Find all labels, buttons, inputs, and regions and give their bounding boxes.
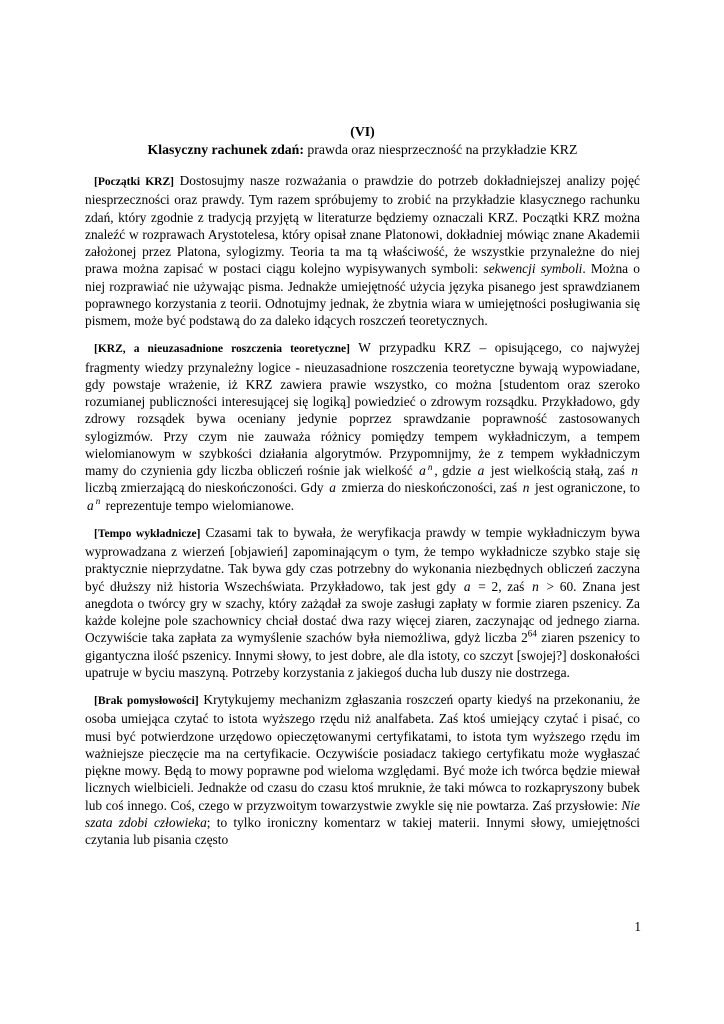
text-run: n xyxy=(522,480,530,496)
text-run: ; to tylko ironiczny komentarz w takiej materii. Innymi słowy, umiejętności czytania lub pisania często xyxy=(85,814,640,847)
text-run: W przypadku KRZ – opisującego, co najwyżej fragmenty wiedzy przynależny logice - nieuzasadnione roszczenia teoretyczne bywają wypowiadane, gdy powstaje wrażenie, iż KRZ zawiera prawie wszystko, co można [studentom oraz szeroko rozumianej publiczności interesującej się logiką] powiedzieć o zdrowym rozsądku. Przykładowo, gdy zdrowy rozsądek bywa oceniany jedynie poprzez sprawdzanie poprawność zastosowanych sylogizmów. Przy czym nie zauważa różnicy pomiędzy tempem wykładniczym, a tempem wielomianowym w szybkości działania algorytmów. Przypomnijmy, że z tempem wykładniczym mamy do czynienia gdy liczba obliczeń rośnie jak wielkość xyxy=(85,340,641,478)
text-run: a xyxy=(463,578,471,594)
paragraph-tag: [Brak pomysłowości] xyxy=(94,695,199,707)
text-run: reprezentuje tempo wielomianowe. xyxy=(102,497,295,513)
paragraph-tag: [Tempo wykładnicze] xyxy=(94,527,201,540)
paragraph-brak-pomyslowosci xyxy=(85,691,640,848)
paragraph-poczatki-krz xyxy=(85,172,640,329)
text-run: , gdzie xyxy=(434,463,476,478)
text-run: n xyxy=(427,461,433,472)
text-run: a xyxy=(477,463,485,478)
text-run: n xyxy=(631,463,638,478)
text-run: jest ograniczone, to xyxy=(531,480,640,496)
paragraph-krz-nieuzasadnione-roszczenia xyxy=(85,339,640,514)
text-run: Nie szata zdobi człowieka xyxy=(85,797,640,830)
text-run: Dostosujmy nasze rozważania o prawdzie do potrzeb dokładniejszej analizy pojęć niesprzeczności oraz prawdy. Tym razem spróbujemy to zrobić na przykładzie klasycznego rachunku zdań, który zgodnie z tradycją przyjętą w literaturze będziemy oznaczali KRZ. Początki KRZ można znaleźć w rozprawach Arystotelesa, który opisał znane Platonowi, dokładniej mówiąc znane Akademii założonej przez Platona, sylogizmy. Teoria ta ma tą właściwość, że wszystkie przynależne do niej prawa można zapisać w postaci ciągu kolejno wypisywanych symboli: xyxy=(85,173,640,277)
paragraph-tag: [Początki KRZ] xyxy=(94,176,174,188)
text-run: sekwencji symboli xyxy=(483,261,583,277)
text-run: ziaren pszenicy to gigantyczna ilość pszenicy. Innymi słowy, to jest dobre, ale dla istoty, co szczyt [swojej?] doskonałości upatruje w byciu maszyną. Potrzeby korzystania z jakiegoś ducha lub duszy nie dostrzega. xyxy=(85,630,640,680)
text-run: = 2, zaś xyxy=(472,578,531,594)
text-run: liczbą zmierzającą do nieskończoności. Gdy xyxy=(85,480,328,496)
document-title-rest: prawda oraz niesprzeczność na przykładzie KRZ xyxy=(303,141,578,157)
text-run: Krytykujemy mechanizm zgłaszania roszczeń oparty kiedyś na przekonaniu, że osoba umiejąca czytać to istota wyższego rzędu niż analfabeta. Zaś ktoś umiejący czytać i pisać, co musi być potwierdzone urzędowo opieczętowanymi certyfikatami, to istota tym wyższego rzędu im ważniejsze pieczęcie ma na certyfikacie. Oczywiście posiadacz takiego certyfikatu może wygłaszać piękne mowy. Będą to mowy poprawne pod wieloma względami. Być może ich twórca będzie miewał licznych wielbicieli. Jednakże od czasu do czasu ktoś mruknie, że taki mówca to rozkapryszony bubek lub coś innego. Coś, czego w przyzwoitym towarzystwie zwykle się nie powtarza. Zaś przysłowie: xyxy=(85,692,640,813)
document-title-bold: Klasyczny rachunek zdań: xyxy=(147,141,304,157)
text-run: a xyxy=(87,497,94,513)
document-header xyxy=(85,123,640,158)
text-run: 64 xyxy=(527,628,537,639)
paragraph-tempo-wykladnicze xyxy=(85,524,640,681)
text-run: jest wielkością stałą, zaś xyxy=(486,463,630,478)
paragraph-tag: [KRZ, a nieuzasadnione roszczenia teoretyczne] xyxy=(94,343,350,356)
page-number: 1 xyxy=(634,919,641,934)
text-run: . Można o niej rozprawiać nie używając pisma. Jednakże umiejętność użycia języka pisanego jest sprawdzianem poprawnego korzystania z teorii. Odnotujmy jednak, że zbytnia wiara w umiejętności posługiwania się pismem, może być podstawą do za daleko idących roszczeń teoretycznych. xyxy=(85,261,640,328)
text-run: a xyxy=(419,463,426,478)
text-run: Czasami tak to bywała, że weryfikacja prawdy w tempie wykładniczym bywa wyprowadzana z wierzeń [objawień] zapominającym o tym, że tempo wykładnicze szybko staje się praktycznie nieprzydatne. Tak bywa gdy czas potrzebny do wykonania niezbędnych obliczeń zaczyna być dłuższy niż historia Wszechświata. Przykładowo, tak jest gdy xyxy=(85,524,640,594)
text-run: n xyxy=(532,578,539,594)
document-title xyxy=(85,141,640,159)
text-run: a xyxy=(329,480,336,496)
text-run: > 60. Znana jest anegdota o twórcy gry w szachy, który zażądał za swoje zasługi zapłaty w formie ziaren pszenicy. Za każde kolejne pole szachownicy chciał dostać dwa razy więcej ziaren, zaczynając od jednego ziarna. Oczywiście taka zapłata za wymyślenie szachów była niemożliwa, gdyż liczba 2 xyxy=(85,578,640,646)
text-run: n xyxy=(95,496,101,507)
document-body xyxy=(85,172,640,858)
document-number-heading: (VI) xyxy=(350,124,375,139)
text-run: zmierza do nieskończoności, zaś xyxy=(337,480,521,496)
